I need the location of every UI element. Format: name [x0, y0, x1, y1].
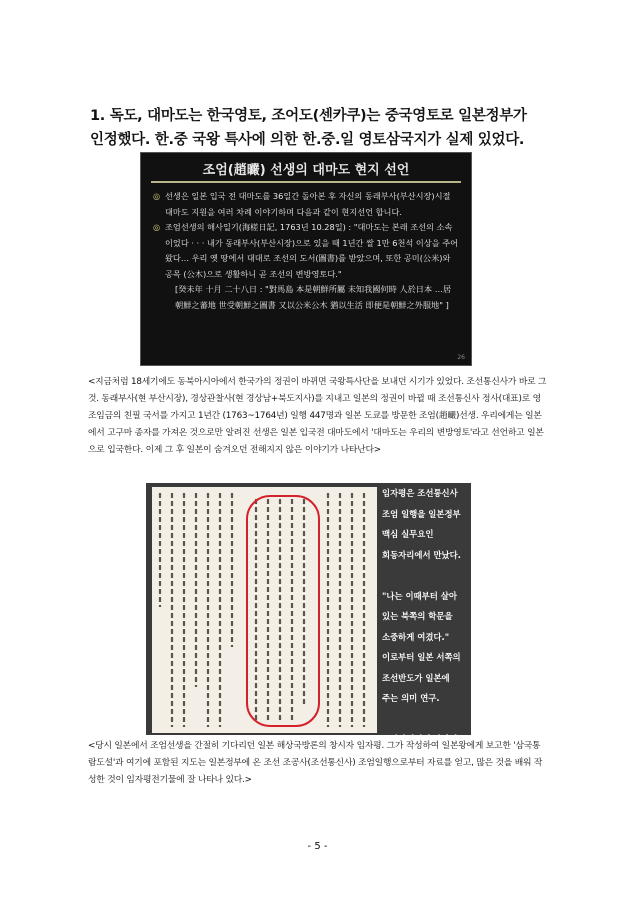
- document-photo: [146, 483, 471, 735]
- page-number: - 5 -: [307, 841, 328, 852]
- heading-line-1: 1. 독도, 대마도는 한국영토, 조어도(센카쿠)는 중국영토로 일본정부가: [90, 108, 527, 124]
- section-heading: [90, 104, 560, 152]
- slide-page-number: 26: [457, 354, 465, 361]
- side-text-line: 임자평은 조선통신사: [382, 488, 458, 498]
- side-text-line: [382, 565, 471, 586]
- bullet-dot-icon: ◎: [153, 222, 161, 232]
- slide-body: [153, 189, 459, 313]
- red-highlight-outline: [246, 495, 320, 727]
- side-text-line: "나는 이때부터 살아: [382, 590, 457, 601]
- caption-slide: <지금처럼 18세기에도 동북아시아에서 한국가의 정권이 바뀌면 국왕특사단을 보내던 시기가 있었다. 조선통신사가 바로 그것. 동래부사(현 부산시장), 경상관찰사(현 경상남+북도지사)를 지내고 일본의 정권이 바뀔 때 조선통신사 정사(대표)로 영조임금의 친필 국서를 가지고 1년간 (1763~1764년) 일행 447명과 일본 도쿄를 방문한 조엄(趙曮)선생. 우리에게는 일본에서 고구마 종자를 가져온 것으로만 알려진 선생은 일본 입국전 대마도에서 '대마도는 우리의 변방영토'라고 선언하고 일본으로 입국한다. 이제 그 후 일본이 숨겨오던 전해지지 않은 이야기가 나타난다>: [88, 377, 547, 455]
- side-text-line: [382, 709, 471, 730]
- photo-side-text: [382, 483, 471, 735]
- bullet-dot-icon: ◎: [153, 191, 161, 201]
- caption-photo: <당시 일본에서 조엄선생을 간절히 기다리던 일본 해상국방론의 창시자 임자평. 그가 작성하여 일본왕에게 보고한 '삼국통람도설'과 여기에 포함된 지도는 일본정부에 온 조선 조공사(조선통신사) 조엄일행으로부터 자료를 얻고, 많은 것을 배워 작성한 것이 임자평전기물에 잘 나타나 있다.>: [88, 741, 543, 785]
- presentation-slide-image: [140, 152, 472, 366]
- side-text-line: 소중하게 여겼다.": [382, 631, 450, 642]
- side-text-line: 맥심 실무요인: [382, 529, 434, 539]
- scanned-japanese-text-image: [152, 487, 377, 733]
- slide-bullet-text: 선생은 일본 입국 전 대마도를 36일간 돌아본 후 자신의 동래부사(부산시장)시절 대마도 지원을 여러 차례 이야기하며 다음과 같이 현지선언 합니다.: [165, 191, 451, 217]
- side-text-line: 이로부터 일본 서쪽의: [382, 652, 461, 662]
- slide-title: 조엄(趙曮) 선생의 대마도 현지 선언: [202, 163, 410, 178]
- slide-bullet: [153, 189, 459, 220]
- side-text-line: 주는 의미 연구.: [382, 693, 440, 703]
- side-text-line: 있는 북쪽의 학문을: [382, 611, 453, 621]
- side-text-line: 조선반도가 일본에: [382, 672, 450, 683]
- side-text-line: [382, 729, 471, 735]
- slide-bullet-text: 조엄선생의 해사일기(海槎日記, 1763년 10.28일) : "대마도는 본래 조선의 소속이었다 · · · 내가 동래부사(부산시장)으로 있을 때 1년간 쌀 1만 6천석 이상을 주어왔다… 우리 옛 땅에서 대대로 조선의 도서(圖書)를 받았으며, 또한 공미(公米)와 공목 (公木)으로 생활하니 곧 조선의 변방영토다.": [165, 222, 459, 279]
- side-text-line: 조엄 일행을 일본정부: [382, 508, 461, 519]
- slide-bullet: [153, 220, 459, 282]
- slide-title-divider: [151, 181, 461, 183]
- slide-quote: [癸未年 十月 二十八日 : "對馬島 本是朝鮮所屬 未知我國何時 人於日本 …居朝鮮之蕃地 世受朝鮮之圖書 又以公米公木 猶以生活 即便是朝鮮之外服地" ]: [175, 284, 452, 310]
- heading-line-2: 인정했다. 한.중 국왕 특사에 의한 한.중.일 영토삼국지가 실제 있었다.: [90, 132, 525, 148]
- side-text-line: 회동자리에서 만났다.: [382, 549, 461, 560]
